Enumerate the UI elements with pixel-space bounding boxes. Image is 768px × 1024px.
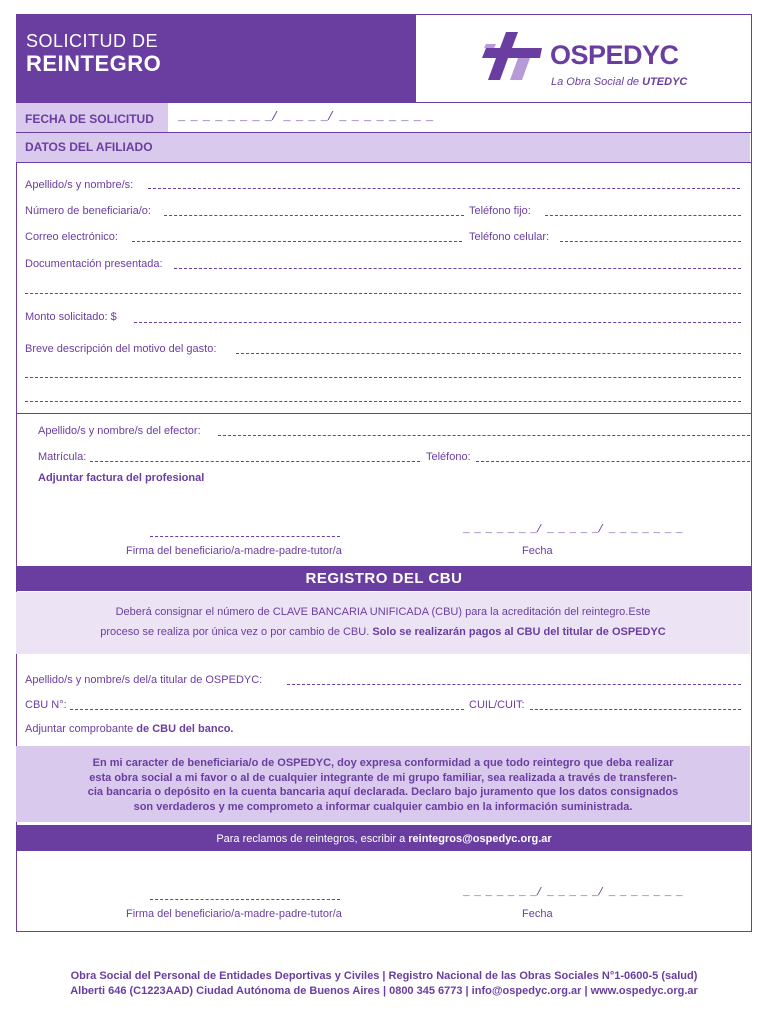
cuil-field[interactable] (530, 709, 741, 710)
divider (16, 162, 752, 163)
footer-line1: Obra Social del Personal de Entidades Deportivas y Civiles | Registro Nacional de las Obras Sociales N°1-0600-5 (salud) (70, 970, 698, 982)
firma-field[interactable] (150, 536, 340, 537)
titular-field[interactable] (287, 684, 741, 685)
documentacion-field-line2[interactable] (25, 293, 741, 294)
divider (16, 413, 752, 414)
documentacion-field[interactable] (174, 268, 741, 269)
logo-name: OSPEDYC (550, 40, 679, 70)
registro-cbu-title: REGISTRO DEL CBU (16, 566, 752, 591)
logo-tagline: La Obra Social de UTEDYC (551, 76, 688, 88)
correo-field[interactable] (132, 241, 462, 242)
efector-apellido-label: Apellido/s y nombre/s del efector: (38, 425, 201, 437)
cbu-number-label: CBU N°: (25, 699, 67, 711)
cbu-info-block (16, 592, 750, 654)
telefono-fijo-label: Teléfono fijo: (469, 205, 531, 217)
footer-line2: Alberti 646 (C1223AAD) Ciudad Autónoma de Buenos Aires | 0800 345 6773 | info@ospedyc.org.ar | www.ospedyc.org.ar (70, 985, 698, 997)
declaracion-line: son verdaderos y me comprometo a informar cualquier cambio en la información suministrada. (133, 800, 633, 813)
declaracion-line: En mi caracter de beneficiaria/o de OSPEDYC, doy expresa conformidad a que todo reintegro que deba realizar (92, 757, 674, 769)
telefono-celular-field[interactable] (560, 241, 741, 242)
documentacion-label: Documentación presentada: (25, 258, 163, 270)
title-line2: REINTEGRO (26, 51, 162, 76)
descripcion-field-line3[interactable] (25, 401, 741, 402)
fecha-firma-label-2: Fecha (522, 908, 553, 920)
apellido-label: Apellido/s y nombre/s: (25, 179, 134, 191)
apellido-field[interactable] (148, 188, 740, 189)
efector-telefono-field[interactable] (476, 461, 750, 462)
header-title-block (16, 14, 416, 102)
adjuntar-factura-note: Adjuntar factura del profesional (38, 472, 205, 484)
telefono-celular-label: Teléfono celular: (469, 231, 550, 243)
cbu-info-line1: Deberá consignar el número de CLAVE BANCARIA UNIFICADA (CBU) para la acreditación del reintegro.Este (115, 606, 651, 618)
descripcion-field[interactable] (236, 353, 741, 354)
fecha-firma-field-2[interactable]: _ _ _ _ _ _ _/ _ _ _ _ _/ _ _ _ _ _ _ _ (463, 887, 682, 899)
descripcion-field-line2[interactable] (25, 377, 741, 378)
declaracion-line: cia bancaria o depósito en la cuenta bancaria aquí declarada. Declaro bajo juramento que los datos consignados (87, 786, 679, 798)
cbu-info-line2: proceso se realiza por única vez o por cambio de CBU. Solo se realizarán pagos al CBU del titular de OSPEDYC (100, 626, 666, 638)
cuil-label: CUIL/CUIT: (469, 699, 525, 711)
adjuntar-cbu-note: Adjuntar comprobante de CBU del banco. (25, 723, 234, 735)
fecha-solicitud-field[interactable]: _ _ _ _ _ _ _ _/ _ _ _ _/ _ _ _ _ _ _ _ _ (178, 110, 433, 124)
firma-label: Firma del beneficiario/a-madre-padre-tutor/a (126, 545, 342, 557)
correo-label: Correo electrónico: (25, 231, 118, 243)
fecha-firma-field[interactable]: _ _ _ _ _ _ _/ _ _ _ _ _/ _ _ _ _ _ _ _ (463, 524, 682, 536)
title-line1: SOLICITUD DE (26, 31, 159, 51)
matricula-label: Matrícula: (38, 451, 87, 463)
titular-label: Apellido/s y nombre/s del/a titular de OSPEDYC: (25, 674, 263, 686)
efector-apellido-field[interactable] (218, 435, 750, 436)
declaracion-line: esta obra social a mi favor o al de cualquier integrante de mi grupo familiar, sea realizada a través de transferen- (89, 771, 677, 784)
efector-telefono-label: Teléfono: (426, 451, 471, 463)
descripcion-label: Breve descripción del motivo del gasto: (25, 343, 217, 355)
firma-field-2[interactable] (150, 899, 340, 900)
ospedyc-logo (480, 30, 710, 90)
cross-logo-icon (482, 32, 548, 80)
monto-field[interactable] (134, 322, 741, 323)
fecha-firma-label: Fecha (522, 545, 553, 557)
reclamos-bar (16, 825, 752, 851)
monto-label: Monto solicitado: $ (25, 311, 117, 323)
matricula-field[interactable] (90, 461, 420, 462)
reclamos-email-link[interactable]: reintegros@ospedyc.org.ar (408, 833, 552, 845)
telefono-fijo-field[interactable] (545, 215, 741, 216)
declaracion-block (16, 746, 750, 822)
datos-afiliado-title: DATOS DEL AFILIADO (16, 133, 750, 162)
beneficiario-field[interactable] (164, 215, 464, 216)
reclamos-text: Para reclamos de reintegros, escribir a (216, 833, 409, 845)
fecha-solicitud-label: FECHA DE SOLICITUD (16, 103, 168, 132)
beneficiario-label: Número de beneficiaria/o: (25, 205, 151, 217)
cbu-number-field[interactable] (70, 709, 464, 710)
firma-label-2: Firma del beneficiario/a-madre-padre-tutor/a (126, 908, 342, 920)
